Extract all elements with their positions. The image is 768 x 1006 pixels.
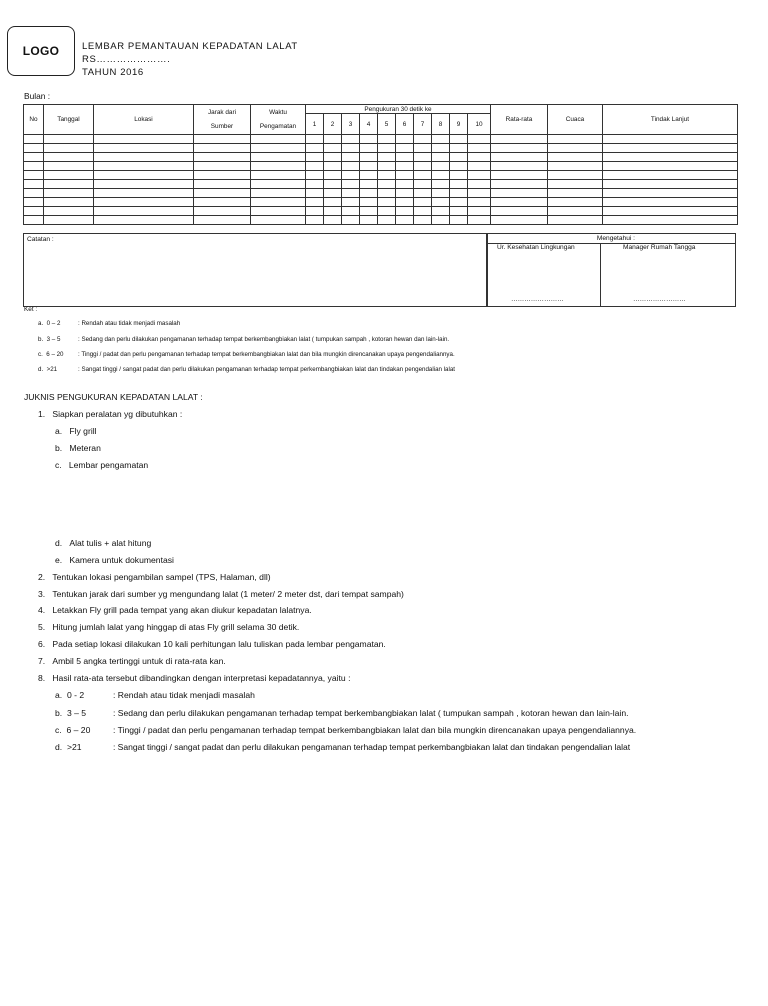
table-cell: [24, 135, 44, 144]
table-cell: [24, 171, 44, 180]
table-cell: [194, 144, 251, 153]
ket-letter: d. >21: [38, 366, 58, 373]
ket-text: : Sedang dan perlu dilakukan pengamanan terhadap tempat berkembangbiakan lalat ( tumpukan sampah , kotoran hewan dan lain-lain.: [78, 336, 450, 343]
table-cell: [414, 216, 432, 225]
table-cell: [24, 207, 44, 216]
table-cell: [324, 198, 342, 207]
table-cell: [342, 153, 360, 162]
table-cell: [414, 153, 432, 162]
table-cell: [324, 135, 342, 144]
table-cell: [251, 153, 306, 162]
table-cell: [548, 162, 603, 171]
table-cell: [24, 153, 44, 162]
table-cell: [360, 144, 378, 153]
table-cell: [432, 180, 450, 189]
table-cell: [548, 135, 603, 144]
table-cell: [251, 216, 306, 225]
table-cell: [450, 135, 468, 144]
interp-text: : Sangat tinggi / sangat padat dan perlu dilakukan pengamanan terhadap tempat perkembangbiakan lalat dan tindakan pengendalian lalat: [113, 742, 631, 752]
form-year: TAHUN 2016: [82, 67, 144, 78]
table-cell: [432, 153, 450, 162]
table-cell: [468, 198, 491, 207]
table-cell: [396, 216, 414, 225]
table-cell: [360, 135, 378, 144]
interp-item: a. 0 - 2: [55, 690, 85, 700]
ket-label: Ket :: [24, 306, 38, 313]
table-cell: [450, 153, 468, 162]
ket-text: : Rendah atau tidak menjadi masalah: [78, 320, 181, 327]
measure-number: 10: [468, 114, 491, 135]
juknis-step: 2. Tentukan lokasi pengambilan sampel (TPS, Halaman, dll): [38, 572, 271, 582]
juknis-step: 3. Tentukan jarak dari sumber yg mengundang lalat (1 meter/ 2 meter dst, dari tempat sampah): [38, 589, 404, 599]
col-time: [251, 105, 306, 135]
col-distance: [194, 105, 251, 135]
table-cell: [548, 144, 603, 153]
juknis-step: 5. Hitung jumlah lalat yang hinggap di atas Fly grill selama 30 detik.: [38, 622, 300, 632]
measure-number: 8: [432, 114, 450, 135]
table-cell: [414, 180, 432, 189]
signer-1: Ur. Kesehatan Lingkungan: [497, 244, 575, 251]
tool-item: d. Alat tulis + alat hitung: [55, 538, 152, 548]
hospital-name: RS………………….: [82, 54, 171, 65]
interp-item: b. 3 – 5: [55, 708, 87, 718]
measure-number: 1: [306, 114, 324, 135]
table-cell: [94, 171, 194, 180]
juknis-step: 6. Pada setiap lokasi dilakukan 10 kali perhitungan lalu tuliskan pada lembar pengamatan.: [38, 639, 386, 649]
table-cell: [44, 135, 94, 144]
table-cell: [378, 216, 396, 225]
table-cell: [94, 207, 194, 216]
table-row: [24, 162, 738, 171]
table-cell: [342, 216, 360, 225]
table-cell: [194, 135, 251, 144]
table-cell: [94, 189, 194, 198]
table-cell: [251, 198, 306, 207]
interp-text: : Rendah atau tidak menjadi masalah: [113, 690, 255, 700]
table-cell: [360, 153, 378, 162]
table-cell: [603, 153, 738, 162]
table-cell: [468, 171, 491, 180]
table-cell: [603, 207, 738, 216]
table-cell: [396, 171, 414, 180]
ket-letter: b. 3 – 5: [38, 336, 61, 343]
juknis-step: 8. Hasil rata-ata tersebut dibandingkan dengan interpretasi kepadatannya, yaitu :: [38, 673, 351, 683]
table-cell: [251, 207, 306, 216]
table-cell: [378, 180, 396, 189]
table-cell: [414, 198, 432, 207]
table-cell: [548, 207, 603, 216]
table-cell: [360, 207, 378, 216]
table-cell: [360, 198, 378, 207]
table-row: [24, 135, 738, 144]
table-cell: [432, 135, 450, 144]
col-average: Rata-rata: [491, 105, 548, 135]
table-cell: [251, 162, 306, 171]
table-row: [24, 180, 738, 189]
table-cell: [306, 162, 324, 171]
col-measure: Pengukuran 30 detik ke: [306, 105, 491, 114]
table-cell: [450, 162, 468, 171]
tool-item: e. Kamera untuk dokumentasi: [55, 555, 174, 565]
interp-text: : Tinggi / padat dan perlu pengamanan terhadap tempat berkembangbiakan lalat dan bila mungkin direncanakan upaya pengendaliannya.: [113, 725, 637, 735]
measure-number: 4: [360, 114, 378, 135]
table-row: [24, 144, 738, 153]
table-cell: [342, 144, 360, 153]
table-cell: [306, 171, 324, 180]
table-cell: [414, 171, 432, 180]
table-cell: [94, 198, 194, 207]
table-cell: [342, 189, 360, 198]
table-cell: [603, 180, 738, 189]
table-cell: [324, 162, 342, 171]
table-cell: [324, 180, 342, 189]
col-weather: Cuaca: [548, 105, 603, 135]
table-cell: [44, 207, 94, 216]
table-cell: [432, 171, 450, 180]
table-cell: [360, 216, 378, 225]
approve-label: Mengetahui :: [596, 235, 635, 242]
tool-item: c. Lembar pengamatan: [55, 460, 149, 470]
notes-label: Catatan :: [27, 236, 54, 243]
table-cell: [342, 198, 360, 207]
table-cell: [468, 216, 491, 225]
table-cell: [194, 171, 251, 180]
table-cell: [378, 189, 396, 198]
table-cell: [324, 207, 342, 216]
table-cell: [603, 171, 738, 180]
table-cell: [94, 162, 194, 171]
ket-letter: a. 0 – 2: [38, 320, 61, 327]
table-cell: [324, 153, 342, 162]
table-cell: [194, 180, 251, 189]
table-cell: [432, 162, 450, 171]
table-cell: [194, 207, 251, 216]
table-cell: [548, 189, 603, 198]
table-row: [24, 153, 738, 162]
table-cell: [24, 162, 44, 171]
table-cell: [44, 171, 94, 180]
table-cell: [468, 162, 491, 171]
table-header-row: [24, 105, 738, 114]
signer-2: Manager Rumah Tangga: [623, 244, 696, 251]
table-cell: [324, 189, 342, 198]
col-no: No: [24, 105, 44, 135]
table-cell: [432, 198, 450, 207]
table-cell: [24, 198, 44, 207]
col-time-line1: Waktu: [269, 109, 287, 116]
measure-number: 9: [450, 114, 468, 135]
interp-text: : Sedang dan perlu dilakukan pengamanan terhadap tempat berkembangbiakan lalat ( tumpukan sampah , kotoran hewan dan lain-lain.: [113, 708, 629, 718]
table-cell: [603, 189, 738, 198]
table-cell: [450, 180, 468, 189]
table-cell: [468, 207, 491, 216]
table-cell: [194, 198, 251, 207]
month-label: Bulan :: [24, 91, 51, 101]
juknis-step: 4. Letakkan Fly grill pada tempat yang akan diukur kepadatan lalatnya.: [38, 605, 312, 615]
table-body: [24, 135, 738, 225]
table-cell: [548, 171, 603, 180]
table-cell: [414, 207, 432, 216]
table-cell: [491, 171, 548, 180]
table-row: [24, 198, 738, 207]
table-cell: [44, 153, 94, 162]
table-cell: [450, 171, 468, 180]
juknis-step: 1. Siapkan peralatan yg dibutuhkan :: [38, 409, 183, 419]
table-cell: [396, 180, 414, 189]
table-cell: [342, 171, 360, 180]
table-cell: [306, 198, 324, 207]
table-cell: [44, 189, 94, 198]
table-cell: [414, 189, 432, 198]
tool-item: a. Fly grill: [55, 426, 97, 436]
table-cell: [396, 189, 414, 198]
table-row: [24, 207, 738, 216]
table-cell: [548, 153, 603, 162]
table-cell: [450, 216, 468, 225]
table-cell: [432, 207, 450, 216]
table-cell: [342, 162, 360, 171]
table-cell: [306, 216, 324, 225]
logo: [7, 26, 75, 76]
table-cell: [468, 153, 491, 162]
table-cell: [414, 144, 432, 153]
ket-item: [38, 320, 180, 327]
table-cell: [378, 162, 396, 171]
measure-number: 5: [378, 114, 396, 135]
table-cell: [251, 189, 306, 198]
table-cell: [548, 180, 603, 189]
table-row: [24, 189, 738, 198]
tool-item: b. Meteran: [55, 443, 101, 453]
table-cell: [491, 135, 548, 144]
table-cell: [24, 180, 44, 189]
measure-number: 2: [324, 114, 342, 135]
table-cell: [396, 144, 414, 153]
table-cell: [603, 198, 738, 207]
logo-text: LOGO: [22, 44, 60, 58]
table-cell: [94, 216, 194, 225]
table-cell: [251, 144, 306, 153]
table-cell: [342, 135, 360, 144]
table-cell: [378, 135, 396, 144]
table-cell: [251, 180, 306, 189]
table-cell: [360, 189, 378, 198]
ket-item: [38, 351, 455, 358]
table-cell: [360, 180, 378, 189]
table-cell: [491, 180, 548, 189]
table-cell: [251, 135, 306, 144]
col-location: Lokasi: [94, 105, 194, 135]
ket-item: [38, 366, 455, 373]
table-cell: [360, 162, 378, 171]
table-cell: [44, 198, 94, 207]
ket-text: : Tinggi / padat dan perlu pengamanan terhadap tempat berkembangbiakan lalat dan bila mungkin direncanakan upaya pengendaliannya.: [78, 351, 455, 358]
table-cell: [548, 216, 603, 225]
col-time-line2: Pengamatan: [259, 123, 297, 130]
table-cell: [378, 171, 396, 180]
table-cell: [396, 135, 414, 144]
table-cell: [44, 180, 94, 189]
table-cell: [603, 135, 738, 144]
interp-item: d. >21: [55, 742, 82, 752]
sign-line-2: ……………………: [633, 296, 686, 303]
table-cell: [603, 162, 738, 171]
table-cell: [94, 135, 194, 144]
approval-area: [486, 233, 736, 307]
table-cell: [414, 135, 432, 144]
table-cell: [491, 207, 548, 216]
table-cell: [306, 180, 324, 189]
table-cell: [24, 189, 44, 198]
table-cell: [468, 135, 491, 144]
table-cell: [450, 207, 468, 216]
table-cell: [548, 198, 603, 207]
table-cell: [378, 198, 396, 207]
juknis-step: 7. Ambil 5 angka tertinggi untuk di rata-rata kan.: [38, 656, 226, 666]
table-cell: [491, 198, 548, 207]
col-followup: Tindak Lanjut: [603, 105, 738, 135]
table-cell: [491, 216, 548, 225]
table-cell: [603, 216, 738, 225]
interp-item: c. 6 – 20: [55, 725, 91, 735]
table-cell: [450, 189, 468, 198]
table-cell: [342, 180, 360, 189]
table-cell: [414, 162, 432, 171]
table-cell: [468, 144, 491, 153]
table-cell: [432, 189, 450, 198]
table-cell: [306, 207, 324, 216]
table-cell: [24, 216, 44, 225]
table-cell: [491, 162, 548, 171]
table-cell: [306, 153, 324, 162]
table-cell: [44, 216, 94, 225]
table-cell: [396, 207, 414, 216]
table-cell: [396, 198, 414, 207]
measure-number: 6: [396, 114, 414, 135]
table-cell: [194, 189, 251, 198]
table-cell: [491, 144, 548, 153]
col-distance-line1: Jarak dari: [207, 109, 237, 116]
table-cell: [468, 180, 491, 189]
table-cell: [396, 153, 414, 162]
col-distance-line2: Sumber: [210, 123, 234, 130]
table-cell: [251, 171, 306, 180]
measure-number: 7: [414, 114, 432, 135]
table-cell: [396, 162, 414, 171]
measure-number: 3: [342, 114, 360, 135]
table-cell: [44, 144, 94, 153]
table-cell: [468, 189, 491, 198]
table-cell: [194, 162, 251, 171]
table-cell: [491, 189, 548, 198]
table-cell: [378, 153, 396, 162]
table-cell: [94, 180, 194, 189]
table-cell: [306, 189, 324, 198]
table-cell: [194, 216, 251, 225]
table-row: [24, 171, 738, 180]
table-cell: [360, 171, 378, 180]
col-date: Tanggal: [44, 105, 94, 135]
table-cell: [603, 144, 738, 153]
table-cell: [432, 216, 450, 225]
table-cell: [342, 207, 360, 216]
table-cell: [491, 153, 548, 162]
table-cell: [306, 135, 324, 144]
table-cell: [324, 144, 342, 153]
ket-letter: c. 6 – 20: [38, 351, 64, 358]
ket-item: [38, 336, 449, 343]
sign-line-1: ……………………: [511, 296, 564, 303]
table-cell: [378, 144, 396, 153]
juknis-title: JUKNIS PENGUKURAN KEPADATAN LALAT :: [24, 392, 203, 402]
table-cell: [306, 144, 324, 153]
table-cell: [324, 171, 342, 180]
table-cell: [94, 144, 194, 153]
table-cell: [44, 162, 94, 171]
ket-text: : Sangat tinggi / sangat padat dan perlu dilakukan pengamanan terhadap tempat perkembangbiakan lalat dan tindakan pengendalian lalat: [78, 366, 456, 373]
table-cell: [378, 207, 396, 216]
table-row: [24, 216, 738, 225]
table-cell: [94, 153, 194, 162]
table-cell: [324, 216, 342, 225]
table-cell: [450, 144, 468, 153]
table-cell: [432, 144, 450, 153]
form-title: LEMBAR PEMANTAUAN KEPADATAN LALAT: [82, 41, 298, 52]
table-cell: [24, 144, 44, 153]
monitoring-table: [23, 104, 738, 225]
table-cell: [194, 153, 251, 162]
notes-area: [23, 233, 488, 307]
table-cell: [450, 198, 468, 207]
